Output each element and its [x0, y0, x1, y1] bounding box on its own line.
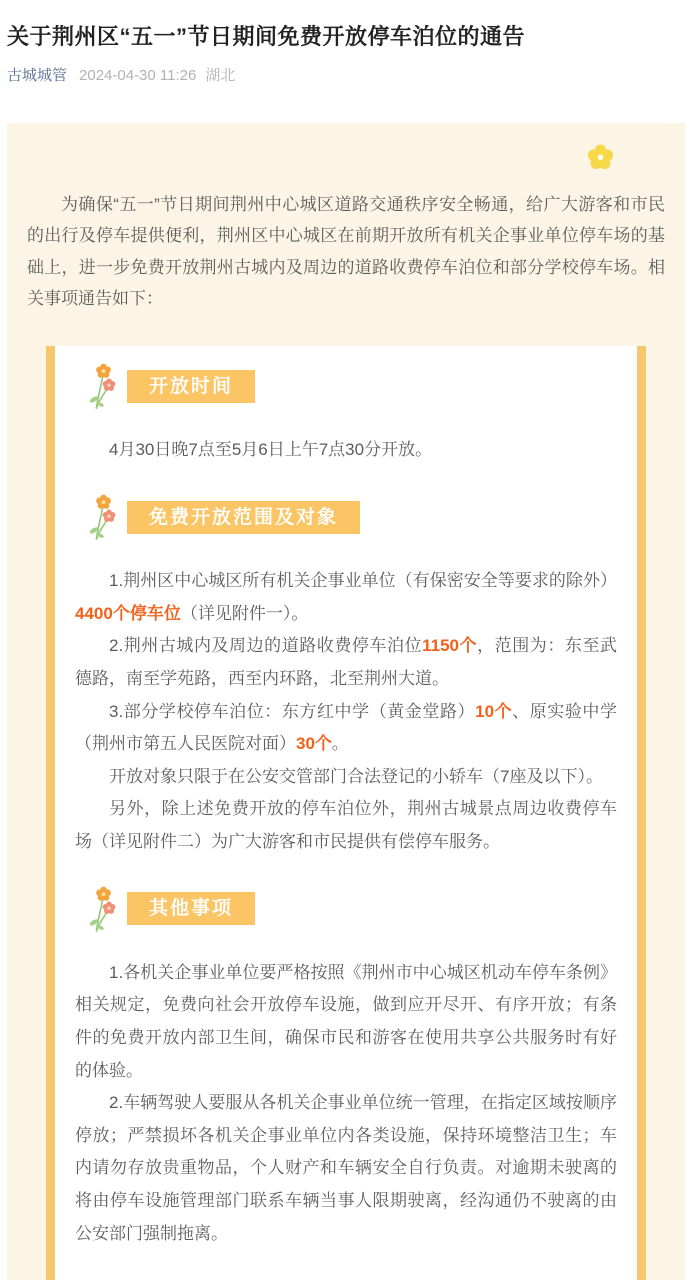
notice-card: [46, 346, 646, 1280]
top-flower: [96, 364, 111, 378]
highlight-text: 1150个: [422, 636, 478, 656]
publish-location: 湖北: [205, 66, 236, 84]
article-page: [0, 22, 692, 1280]
highlight-text: 30个: [296, 734, 332, 754]
paragraph: [75, 793, 617, 858]
paragraph: [75, 565, 617, 630]
text-segment: ，范围为：东至武德路，南至学苑路，西至内环路，北至荆州大道。: [75, 636, 617, 688]
sections: [75, 362, 617, 1250]
section-paragraphs: [75, 565, 617, 859]
highlight-text: 4400个停车位: [75, 603, 181, 623]
flower-icon: [587, 144, 614, 171]
paragraph: [75, 957, 617, 1088]
section-heading-label: 其他事项: [149, 898, 234, 920]
section-heading-badge: [127, 892, 255, 925]
top-flower: [96, 886, 111, 900]
intro-paragraph: 为确保“五一”节日期间荆州中心城区道路交通秩序安全畅通，给广大游客和市民的出行及停车提供便利，荆州区中心城区在前期开放所有机关企事业单位停车场的基础上，进一步免费开放荆州古城内及周边的道路收费停车泊位和部分学校停车场。相关事项通告如下：: [27, 194, 665, 308]
text-segment: 、原实验中学（荆州市第五人民医院对面）: [75, 701, 617, 754]
top-flower: [96, 495, 111, 509]
text-segment: （详见附件一）。: [180, 603, 309, 623]
article-content: [7, 123, 685, 1280]
text-segment: 开放对象只限于在公安交管部门合法登记的小轿车（7座及以下）。: [109, 766, 603, 786]
section-heading-badge: [127, 501, 360, 534]
bottom-flower: [103, 379, 116, 391]
section-header: [75, 493, 617, 541]
section-header: [75, 362, 617, 410]
text-segment: 另外，除上述免费开放的停车泊位外，荆州古城景点周边收费停车场（详见附件二）为广大游客和市民提供有偿停车服务。: [75, 799, 617, 852]
paragraph: [75, 761, 617, 794]
highlight-text: 10个: [475, 701, 513, 721]
paragraph: [75, 696, 617, 761]
paragraph: [75, 630, 617, 695]
notice-section: [75, 362, 617, 467]
text-segment: 3.部分学校停车泊位：东方红中学（黄金堂路）: [109, 701, 476, 721]
section-header: [75, 885, 617, 933]
section-heading-label: 开放时间: [149, 375, 234, 397]
text-segment: 4月30日晚7点至5月6日上午7点30分开放。: [109, 440, 433, 460]
paragraph: [75, 434, 617, 467]
bottom-flower: [103, 510, 116, 522]
text-segment: 1.荆州区中心城区所有机关企事业单位（有保密安全等要求的除外）: [109, 571, 617, 591]
section-paragraphs: [75, 957, 617, 1251]
text-segment: 2.荆州古城内及周边的道路收费停车泊位: [109, 636, 423, 656]
section-paragraphs: [75, 434, 617, 467]
notice-section: [75, 885, 617, 1251]
author-link[interactable]: 古城城管: [7, 66, 68, 84]
bouquet-icon: [87, 362, 117, 410]
notice-section: [75, 493, 617, 859]
bottom-flower: [103, 901, 116, 913]
text-segment: 1.各机关企事业单位要严格按照《荆州市中心城区机动车停车条例》相关规定，免费向社会开放停车设施，做到应开尽开、有序开放；有条件的免费开放内部卫生间，确保市民和游客在使用共享公共服务时有好的体验。: [75, 962, 617, 1080]
bouquet-icon: [87, 885, 117, 933]
text-segment: 。: [331, 734, 349, 754]
bouquet-icon: [87, 493, 117, 541]
publish-date: 2024-04-30 11:26: [79, 66, 197, 84]
section-heading-label: 免费开放范围及对象: [149, 506, 339, 528]
paragraph: [75, 1087, 617, 1250]
page-title: 关于荆州区“五一”节日期间免费开放停车泊位的通告: [7, 24, 526, 49]
byline: [7, 67, 685, 85]
section-heading-badge: [127, 370, 255, 403]
text-segment: 2.车辆驾驶人要服从各机关企事业单位统一管理，在指定区域按顺序停放；严禁损坏各机关企事业单位内各类设施，保持环境整洁卫生；车内请勿存放贵重物品，个人财产和车辆安全自行负责。对逾期未驶离的将由停车设施管理部门联系车辆当事人限期驶离，经沟通仍不驶离的由公安部门强制拖离。: [75, 1093, 617, 1243]
